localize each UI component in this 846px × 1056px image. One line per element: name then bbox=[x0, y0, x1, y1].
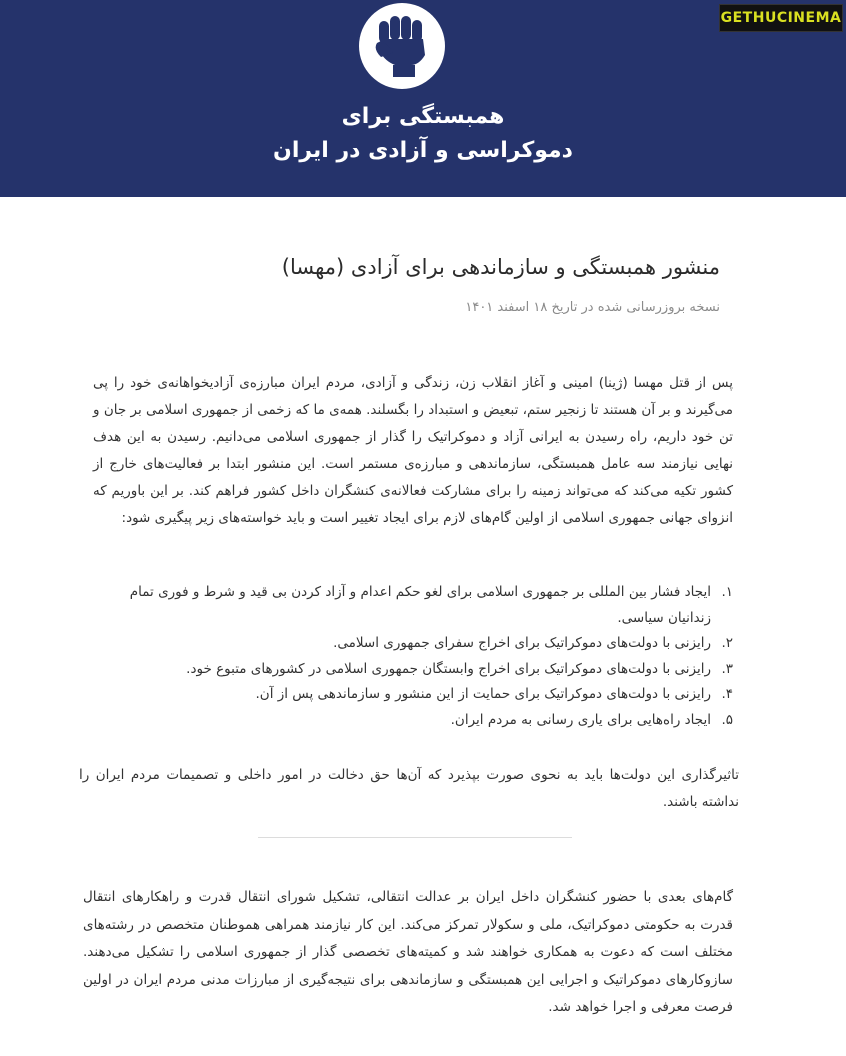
section-divider bbox=[258, 837, 572, 838]
header-title bbox=[0, 100, 846, 168]
list-item-number: ۲. bbox=[721, 635, 733, 651]
list-item-number: ۱. bbox=[721, 584, 733, 600]
list-item-number: ۴. bbox=[721, 686, 733, 702]
header-title-line1: همبستگی برای bbox=[341, 104, 505, 129]
list-item bbox=[103, 682, 733, 708]
list-item bbox=[103, 631, 733, 657]
intro-paragraph: پس از قتل مهسا (ژینا) امینی و آغاز انقلاب زن، زندگی و آزادی، مردم ایران مبارزه‌ی آزادیخواهانه‌ی خود را پی می‌گیرند و بر آن هستند تا زنجیر ستم، تبعیض و استبداد را بگسلند. همه‌ی ما که زخمی از جمهوری اسلامی بر جان و تن خود داریم، راه رسیدن به ایرانی آزاد و دموکراتیک را گذار از جمهوری اسلامی می‌دانیم. رسیدن به این هدف نهایی نیازمند سه عامل همبستگی، سازماندهی و مبارزه‌ی مستمر است. این منشور ابتدا بر فعالیت‌های خارج از کشور تکیه می‌کند که می‌تواند زمینه را برای مشارکت فعالانه‌ی کنشگران داخل کشور فراهم کند. بر این باوریم که انزوای جهانی جمهوری اسلامی از اولین گام‌های لازم برای ایجاد تغییر است و باید خواسته‌های زیر پیگیری شود: bbox=[93, 375, 733, 526]
demands-list bbox=[103, 580, 733, 733]
watermark-left-text: GETHU bbox=[720, 10, 777, 26]
list-item-text: ایجاد راه‌هایی برای یاری رسانی به مردم ایران. bbox=[450, 711, 711, 728]
header-title-line2: دموکراسی و آزادی در ایران bbox=[273, 138, 573, 163]
list-item-number: ۵. bbox=[721, 711, 733, 728]
logo-circle bbox=[359, 3, 445, 89]
list-item-text: رایزنی با دولت‌های دموکراتیک برای حمایت از این منشور و سازماندهی پس از آن. bbox=[255, 686, 711, 702]
watermark-right-text: CINEMA bbox=[776, 10, 842, 26]
page-title: منشور همبستگی و سازماندهی برای آزادی (مهسا) bbox=[281, 255, 720, 279]
header-banner bbox=[0, 0, 846, 197]
note-paragraph: تاثیرگذاری این دولت‌ها باید به نحوی صورت بپذیرد که آن‌ها حق دخالت در امور داخلی و تصمیمات مردم ایران را نداشته باشند. bbox=[79, 767, 739, 810]
list-item bbox=[103, 657, 733, 683]
list-item-number: ۳. bbox=[721, 660, 733, 677]
list-item-text: رایزنی با دولت‌های دموکراتیک برای اخراج وابستگان جمهوری اسلامی در کشورهای متبوع خود. bbox=[186, 660, 711, 677]
channel-watermark bbox=[719, 4, 843, 32]
list-item-text: ایجاد فشار بین المللی بر جمهوری اسلامی برای لغو حکم اعدام و آزاد کردن بی قید و شرط و فوری تمام زندانیان سیاسی. bbox=[129, 584, 711, 626]
list-item-text: رایزنی با دولت‌های دموکراتیک برای اخراج سفرای جمهوری اسلامی. bbox=[333, 635, 711, 651]
list-item bbox=[103, 708, 733, 734]
raised-fist-icon bbox=[359, 3, 445, 89]
next-steps-paragraph: گام‌های بعدی با حضور کنشگران داخل ایران بر عدالت انتقالی، تشکیل شورای انتقال قدرت و راهکارهای انتقال قدرت به حکومتی دموکراتیک، ملی و سکولار تمرکز می‌کند. این کار نیازمند همراهی هموطنان متخصص در رشته‌های مختلف است که دعوت به همکاری خواهند شد و کمیته‌های تخصصی گذار از جمهوری اسلامی را تشکیل می‌دهند. سازوکارهای دموکراتیک و اجرایی این همبستگی و سازماندهی برای نتیجه‌گیری از مبارزات مدنی مردم ایران در اولین فرصت معرفی و اجرا خواهد شد. bbox=[83, 889, 733, 1015]
list-item bbox=[103, 580, 733, 631]
update-date: نسخه بروزرسانی شده در تاریخ ۱۸ اسفند ۱۴۰۱ bbox=[465, 300, 720, 315]
